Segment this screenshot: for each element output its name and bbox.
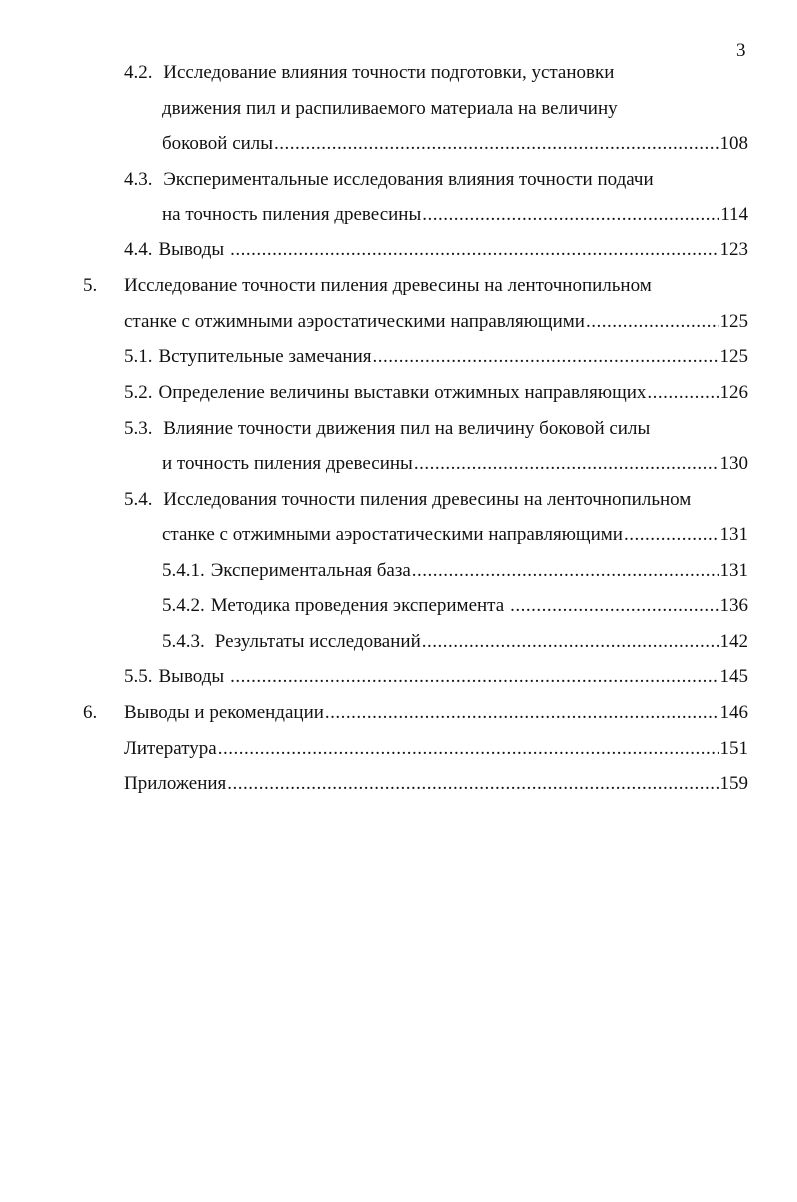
toc-line <box>162 451 748 477</box>
toc-line <box>124 416 650 442</box>
toc-line <box>124 664 748 690</box>
toc-number: 5. <box>83 275 98 296</box>
toc-title: Влияние точности движения пил на величину боковой силы <box>163 418 651 439</box>
toc-line <box>83 700 97 726</box>
toc-number: 4.2. <box>124 62 153 83</box>
toc-page: 151 <box>719 738 748 759</box>
dot-leader <box>218 736 719 762</box>
dot-leader <box>274 131 718 157</box>
dot-leader <box>647 380 718 406</box>
toc-title: Вступительные замечания <box>158 346 372 367</box>
toc-line <box>124 736 748 762</box>
toc-page: 130 <box>719 453 748 474</box>
toc-page: 108 <box>719 133 748 154</box>
toc-page: 131 <box>719 524 748 545</box>
toc-number: 5.4. <box>124 489 153 510</box>
toc-line <box>124 380 748 406</box>
toc-title: Выводы <box>158 666 225 687</box>
toc-number: 5.1. <box>124 346 153 367</box>
toc-line <box>124 771 748 797</box>
toc-line <box>162 96 618 122</box>
toc-line <box>124 60 614 86</box>
toc-title: движения пил и распиливаемого материала на величину <box>162 98 618 119</box>
toc-number: 5.4.1. <box>162 560 205 581</box>
toc-title: боковой силы <box>162 133 274 154</box>
dot-leader <box>325 700 719 726</box>
toc-page: 145 <box>719 666 748 687</box>
toc-line <box>124 309 748 335</box>
toc-title: на точность пиления древесины <box>162 204 422 225</box>
toc-line <box>162 522 748 548</box>
toc-line <box>162 131 748 157</box>
toc-title: Исследование точности пиления древесины на ленточнопильном <box>124 275 652 296</box>
toc-line <box>124 167 654 193</box>
toc-line <box>162 629 748 655</box>
toc-number: 4.4. <box>124 239 153 260</box>
dot-leader <box>372 344 718 370</box>
toc-line <box>124 700 748 726</box>
toc-line <box>162 202 748 228</box>
toc-page: 125 <box>719 311 748 332</box>
toc-title: Определение величины выставки отжимных направляющих <box>158 382 647 403</box>
toc-title: станке с отжимными аэростатическими направляющими <box>162 524 623 545</box>
toc-line <box>124 273 652 299</box>
toc-number: 5.3. <box>124 418 153 439</box>
page-number: 3 <box>736 40 746 61</box>
toc-title: Приложения <box>124 773 227 794</box>
toc-page: 123 <box>719 239 748 260</box>
toc-number: 5.4.2. <box>162 595 205 616</box>
toc-number: 6. <box>83 702 98 723</box>
toc-page: 146 <box>719 702 748 723</box>
dot-leader <box>230 237 718 263</box>
dot-leader <box>230 664 718 690</box>
toc-title: Экспериментальная база <box>210 560 411 581</box>
toc-page: 136 <box>719 595 748 616</box>
dot-leader <box>414 451 719 477</box>
toc-page: 131 <box>719 560 748 581</box>
toc-page: 159 <box>719 773 748 794</box>
dot-leader <box>586 309 719 335</box>
toc-page: 125 <box>719 346 748 367</box>
dot-leader <box>624 522 719 548</box>
toc-title: и точность пиления древесины <box>162 453 413 474</box>
dot-leader <box>227 771 718 797</box>
toc-title: Выводы и рекомендации <box>124 702 324 723</box>
toc-title: Исследование влияния точности подготовки, установки <box>163 62 615 83</box>
dot-leader <box>412 558 719 584</box>
dot-leader <box>422 629 719 655</box>
toc-title: Литература <box>124 738 217 759</box>
toc-line <box>124 237 748 263</box>
toc-line <box>124 487 691 513</box>
toc-page: 126 <box>719 382 748 403</box>
toc-page: 142 <box>719 631 748 652</box>
toc-title: Результаты исследований <box>214 631 421 652</box>
toc-number: 5.4.3. <box>162 631 205 652</box>
toc-title: Исследования точности пиления древесины на ленточнопильном <box>163 489 692 510</box>
toc-title: станке с отжимными аэростатическими направляющими <box>124 311 585 332</box>
toc-line <box>124 344 748 370</box>
toc-line <box>162 593 748 619</box>
toc-page: 114 <box>720 204 748 225</box>
toc-line <box>162 558 748 584</box>
toc-number: 5.5. <box>124 666 153 687</box>
dot-leader <box>510 593 718 619</box>
dot-leader <box>422 202 719 228</box>
toc-title: Экспериментальные исследования влияния точности подачи <box>163 169 654 190</box>
toc-line <box>83 273 97 299</box>
toc-number: 5.2. <box>124 382 153 403</box>
toc-title: Выводы <box>158 239 225 260</box>
toc-number: 4.3. <box>124 169 153 190</box>
toc-title: Методика проведения эксперимента <box>210 595 505 616</box>
